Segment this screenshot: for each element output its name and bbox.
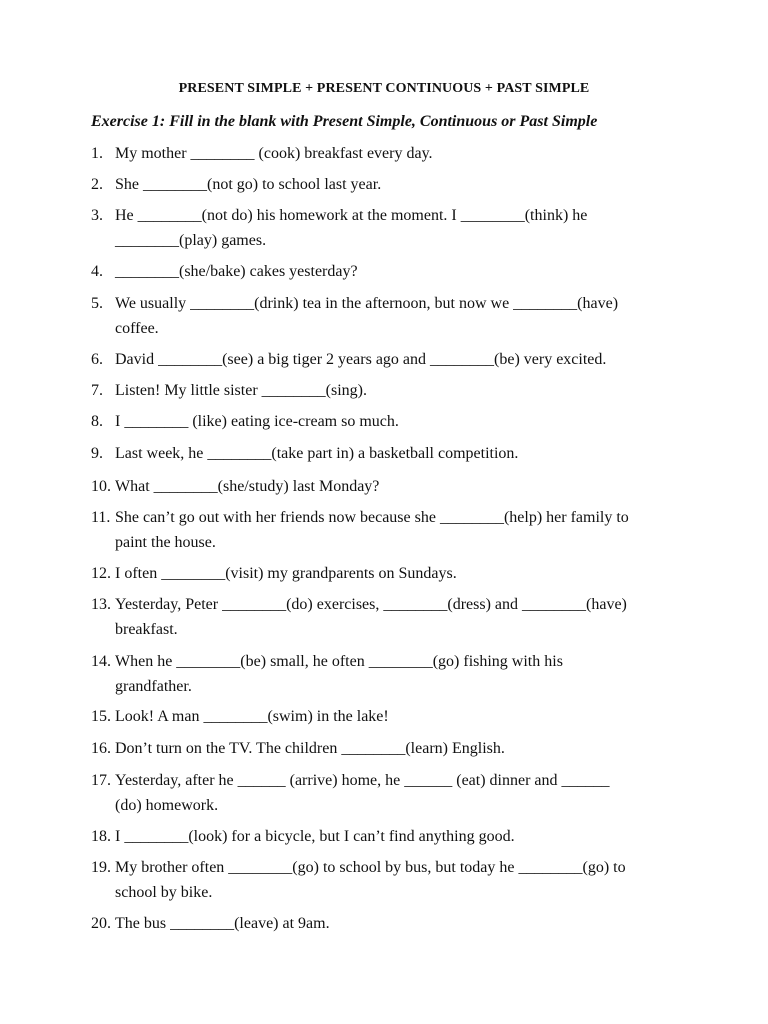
exercise-item [91,348,711,373]
exercise-item [91,562,711,587]
exercise-item-text: Listen! My little sister ________(sing). [115,382,367,399]
exercise-item-number: 5. [91,295,103,312]
exercise-item-text: The bus ________(leave) at 9am. [115,915,330,932]
exercise-item [91,379,711,404]
exercise-item [91,442,711,467]
exercise-heading: Exercise 1: Fill in the blank with Present Simple, Continuous or Past Simple [91,113,598,130]
exercise-item-text: I often ________(visit) my grandparents on Sundays. [115,565,457,582]
exercise-item-text: He ________(not do) his homework at the moment. I ________(think) he ________(play) games. [115,207,588,249]
exercise-item-text: Don’t turn on the TV. The children ________(learn) English. [115,740,505,757]
exercise-item-text: Look! A man ________(swim) in the lake! [115,708,389,725]
exercise-item [91,705,711,730]
exercise-item-text: We usually ________(drink) tea in the afternoon, but now we ________(have) coffee. [115,295,619,337]
exercise-item-text: My mother ________ (cook) breakfast every day. [115,145,433,162]
exercise-item [91,737,711,762]
exercise-item [91,650,711,699]
exercise-item [91,260,711,285]
exercise-item [91,173,711,198]
exercise-item-number: 6. [91,351,103,368]
exercise-item-text: Yesterday, after he ______ (arrive) home, he ______ (eat) dinner and ______ (do) homework. [115,772,610,814]
exercise-item-number: 3. [91,207,103,224]
exercise-item-text: When he ________(be) small, he often ________(go) fishing with his grandfather. [115,653,563,695]
exercise-item [91,593,711,642]
exercise-item [91,769,711,818]
exercise-item-number: 8. [91,413,103,430]
exercise-item-number: 15. [91,708,111,725]
exercise-item-number: 10. [91,478,111,495]
exercise-item-text: Yesterday, Peter ________(do) exercises, ________(dress) and ________(have) breakfast. [115,596,627,638]
exercise-item-text: She can’t go out with her friends now because she ________(help) her family to paint the house. [115,509,629,551]
page-title: PRESENT SIMPLE + PRESENT CONTINUOUS + PAST SIMPLE [178,81,590,96]
exercise-item-number: 18. [91,828,111,845]
exercise-item-text: She ________(not go) to school last year. [115,176,382,193]
exercise-item-number: 1. [91,145,103,162]
exercise-item-number: 16. [91,740,111,757]
exercise-item-number: 19. [91,859,111,876]
exercise-item-number: 11. [91,509,111,526]
exercise-item-text: I ________(look) for a bicycle, but I can’t find anything good. [115,828,515,845]
exercise-item-text: ________(she/bake) cakes yesterday? [115,263,358,280]
exercise-item [91,856,711,905]
exercise-item [91,912,711,937]
exercise-item [91,410,711,435]
exercise-item [91,506,711,555]
exercise-item-number: 2. [91,176,103,193]
exercise-item [91,204,711,253]
exercise-item-text: What ________(she/study) last Monday? [115,478,380,495]
exercise-item [91,292,711,341]
exercise-item-text: Last week, he ________(take part in) a basketball competition. [115,445,519,462]
exercise-item-text: David ________(see) a big tiger 2 years ago and ________(be) very excited. [115,351,607,368]
exercise-item-number: 12. [91,565,111,582]
exercise-item [91,142,711,167]
exercise-item [91,825,711,850]
exercise-item-text: I ________ (like) eating ice-cream so much. [115,413,399,430]
exercise-item [91,475,711,500]
exercise-item-text: My brother often ________(go) to school by bus, but today he ________(go) to school by bike. [115,859,626,901]
exercise-item-number: 14. [91,653,111,670]
exercise-item-number: 4. [91,263,103,280]
exercise-item-number: 7. [91,382,103,399]
exercise-item-number: 20. [91,915,111,932]
exercise-item-number: 9. [91,445,103,462]
exercise-item-number: 17. [91,772,111,789]
exercise-item-number: 13. [91,596,111,613]
